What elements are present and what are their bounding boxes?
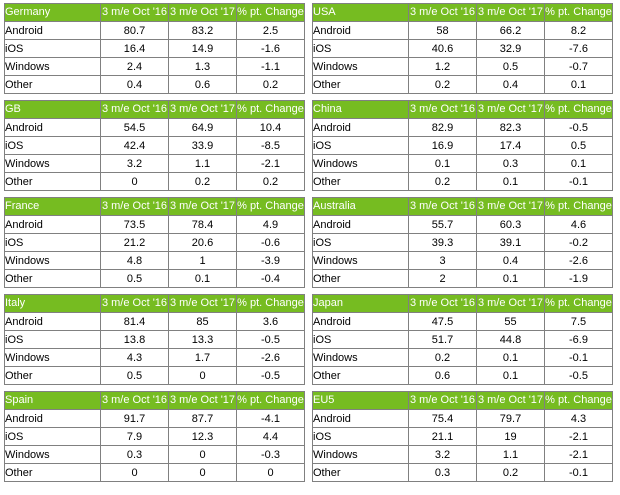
header-change: % pt. Change	[237, 101, 305, 119]
header-period-prev: 3 m/e Oct '16	[101, 101, 169, 119]
value-change: -1.6	[237, 40, 305, 58]
value-curr: 0.1	[477, 367, 545, 385]
table-row	[313, 428, 613, 446]
value-change: 4.3	[545, 410, 613, 428]
header-change: % pt. Change	[237, 198, 305, 216]
value-change: -1.9	[545, 270, 613, 288]
country-table	[4, 100, 305, 191]
table-row	[5, 428, 305, 446]
country-name-header: Germany	[5, 4, 101, 22]
table-row	[5, 76, 305, 94]
table-row	[5, 22, 305, 40]
os-label: iOS	[313, 331, 409, 349]
value-curr: 0.2	[477, 464, 545, 482]
header-period-prev: 3 m/e Oct '16	[101, 198, 169, 216]
value-prev: 16.4	[101, 40, 169, 58]
table-row	[5, 119, 305, 137]
table-row	[313, 22, 613, 40]
value-curr: 85	[169, 313, 237, 331]
os-label: iOS	[313, 234, 409, 252]
value-curr: 33.9	[169, 137, 237, 155]
header-period-prev: 3 m/e Oct '16	[409, 295, 477, 313]
value-curr: 12.3	[169, 428, 237, 446]
header-change: % pt. Change	[237, 4, 305, 22]
value-change: -2.1	[237, 155, 305, 173]
table-row	[313, 331, 613, 349]
value-change: 8.2	[545, 22, 613, 40]
country-name-header: Italy	[5, 295, 101, 313]
value-prev: 0.2	[409, 76, 477, 94]
left-table-column	[4, 3, 304, 495]
value-curr: 44.8	[477, 331, 545, 349]
os-label: Android	[313, 119, 409, 137]
os-label: Windows	[313, 349, 409, 367]
value-change: -2.1	[545, 446, 613, 464]
os-label: Windows	[5, 252, 101, 270]
table-row	[5, 446, 305, 464]
value-curr: 64.9	[169, 119, 237, 137]
value-change: -0.5	[237, 331, 305, 349]
value-curr: 0.4	[477, 252, 545, 270]
os-label: Windows	[5, 446, 101, 464]
table-row	[5, 313, 305, 331]
table-row	[313, 349, 613, 367]
value-prev: 55.7	[409, 216, 477, 234]
country-name-header: Australia	[313, 198, 409, 216]
value-curr: 0.6	[169, 76, 237, 94]
value-prev: 0	[101, 173, 169, 191]
header-period-prev: 3 m/e Oct '16	[101, 392, 169, 410]
value-curr: 19	[477, 428, 545, 446]
os-label: Android	[5, 216, 101, 234]
value-prev: 0.2	[409, 349, 477, 367]
table-row	[5, 234, 305, 252]
os-label: Windows	[5, 155, 101, 173]
country-table	[312, 100, 613, 191]
table-header-row	[313, 392, 613, 410]
value-change: 4.4	[237, 428, 305, 446]
table-row	[313, 252, 613, 270]
os-label: iOS	[5, 331, 101, 349]
os-label: Android	[313, 313, 409, 331]
table-row	[313, 216, 613, 234]
value-change: 0.1	[545, 155, 613, 173]
header-period-prev: 3 m/e Oct '16	[409, 4, 477, 22]
value-curr: 0.1	[477, 349, 545, 367]
country-name-header: China	[313, 101, 409, 119]
value-prev: 2.4	[101, 58, 169, 76]
value-prev: 0	[101, 464, 169, 482]
header-period-curr: 3 m/e Oct '17	[169, 101, 237, 119]
value-curr: 17.4	[477, 137, 545, 155]
right-table-column	[312, 3, 612, 495]
value-prev: 91.7	[101, 410, 169, 428]
value-prev: 3.2	[101, 155, 169, 173]
table-row	[5, 40, 305, 58]
header-period-curr: 3 m/e Oct '17	[477, 392, 545, 410]
value-curr: 79.7	[477, 410, 545, 428]
value-prev: 58	[409, 22, 477, 40]
table-row	[5, 349, 305, 367]
value-change: -0.5	[545, 119, 613, 137]
value-change: 2.5	[237, 22, 305, 40]
header-period-curr: 3 m/e Oct '17	[477, 295, 545, 313]
os-label: iOS	[5, 137, 101, 155]
table-row	[313, 155, 613, 173]
header-change: % pt. Change	[545, 392, 613, 410]
country-name-header: GB	[5, 101, 101, 119]
value-change: 0.2	[237, 173, 305, 191]
value-prev: 73.5	[101, 216, 169, 234]
value-curr: 1	[169, 252, 237, 270]
table-row	[313, 173, 613, 191]
header-period-curr: 3 m/e Oct '17	[169, 198, 237, 216]
value-prev: 81.4	[101, 313, 169, 331]
country-name-header: EU5	[313, 392, 409, 410]
value-curr: 20.6	[169, 234, 237, 252]
table-row	[5, 137, 305, 155]
value-prev: 0.1	[409, 155, 477, 173]
value-change: 7.5	[545, 313, 613, 331]
country-table	[4, 294, 305, 385]
table-row	[313, 234, 613, 252]
header-change: % pt. Change	[545, 101, 613, 119]
value-change: 3.6	[237, 313, 305, 331]
table-header-row	[313, 4, 613, 22]
value-change: -0.2	[545, 234, 613, 252]
value-change: -0.6	[237, 234, 305, 252]
value-prev: 47.5	[409, 313, 477, 331]
os-label: Other	[5, 367, 101, 385]
country-table	[312, 391, 613, 482]
os-label: Android	[313, 410, 409, 428]
value-curr: 0.2	[169, 173, 237, 191]
header-period-curr: 3 m/e Oct '17	[169, 392, 237, 410]
value-prev: 54.5	[101, 119, 169, 137]
table-row	[313, 446, 613, 464]
value-change: 0.1	[545, 76, 613, 94]
table-row	[313, 119, 613, 137]
value-prev: 3	[409, 252, 477, 270]
value-change: -0.4	[237, 270, 305, 288]
value-curr: 83.2	[169, 22, 237, 40]
country-table	[4, 3, 305, 94]
value-curr: 55	[477, 313, 545, 331]
value-change: -0.5	[237, 367, 305, 385]
header-period-prev: 3 m/e Oct '16	[101, 295, 169, 313]
table-row	[313, 464, 613, 482]
value-prev: 39.3	[409, 234, 477, 252]
value-change: 4.6	[545, 216, 613, 234]
country-name-header: USA	[313, 4, 409, 22]
value-curr: 0.1	[477, 270, 545, 288]
table-row	[313, 367, 613, 385]
os-label: Android	[5, 313, 101, 331]
value-change: -0.1	[545, 349, 613, 367]
value-prev: 3.2	[409, 446, 477, 464]
os-label: Windows	[5, 58, 101, 76]
os-label: Other	[313, 367, 409, 385]
table-row	[313, 40, 613, 58]
header-period-curr: 3 m/e Oct '17	[169, 4, 237, 22]
value-change: -2.6	[237, 349, 305, 367]
value-change: -0.7	[545, 58, 613, 76]
os-label: Windows	[313, 252, 409, 270]
table-row	[313, 313, 613, 331]
table-header-row	[5, 198, 305, 216]
os-label: iOS	[5, 40, 101, 58]
table-row	[5, 216, 305, 234]
os-label: Other	[5, 76, 101, 94]
table-row	[5, 367, 305, 385]
value-prev: 42.4	[101, 137, 169, 155]
country-table	[4, 391, 305, 482]
value-curr: 0.1	[477, 173, 545, 191]
os-label: iOS	[313, 428, 409, 446]
table-row	[5, 270, 305, 288]
header-change: % pt. Change	[545, 198, 613, 216]
os-label: Other	[5, 270, 101, 288]
os-label: Android	[5, 22, 101, 40]
header-change: % pt. Change	[545, 4, 613, 22]
country-table	[312, 3, 613, 94]
os-label: iOS	[5, 234, 101, 252]
header-change: % pt. Change	[545, 295, 613, 313]
country-table	[4, 197, 305, 288]
value-curr: 1.1	[477, 446, 545, 464]
value-curr: 39.1	[477, 234, 545, 252]
value-curr: 14.9	[169, 40, 237, 58]
table-row	[5, 464, 305, 482]
value-change: -2.1	[545, 428, 613, 446]
value-prev: 75.4	[409, 410, 477, 428]
table-row	[5, 410, 305, 428]
header-period-curr: 3 m/e Oct '17	[169, 295, 237, 313]
value-change: 0.2	[237, 76, 305, 94]
country-name-header: Japan	[313, 295, 409, 313]
value-curr: 1.1	[169, 155, 237, 173]
os-label: Windows	[5, 349, 101, 367]
value-change: -1.1	[237, 58, 305, 76]
value-curr: 0.3	[477, 155, 545, 173]
value-curr: 1.7	[169, 349, 237, 367]
value-prev: 0.3	[409, 464, 477, 482]
value-prev: 1.2	[409, 58, 477, 76]
table-row	[313, 270, 613, 288]
table-header-row	[5, 4, 305, 22]
value-prev: 40.6	[409, 40, 477, 58]
value-prev: 0.2	[409, 173, 477, 191]
header-change: % pt. Change	[237, 392, 305, 410]
table-header-row	[5, 392, 305, 410]
os-label: Other	[5, 173, 101, 191]
value-curr: 0.1	[169, 270, 237, 288]
table-row	[5, 252, 305, 270]
header-period-prev: 3 m/e Oct '16	[409, 392, 477, 410]
value-prev: 4.3	[101, 349, 169, 367]
table-header-row	[313, 198, 613, 216]
value-prev: 21.1	[409, 428, 477, 446]
os-label: Android	[5, 410, 101, 428]
value-curr: 13.3	[169, 331, 237, 349]
value-prev: 0.5	[101, 367, 169, 385]
value-change: 0	[237, 464, 305, 482]
value-change: -0.3	[237, 446, 305, 464]
value-curr: 82.3	[477, 119, 545, 137]
value-prev: 4.8	[101, 252, 169, 270]
header-period-prev: 3 m/e Oct '16	[101, 4, 169, 22]
value-curr: 0	[169, 367, 237, 385]
value-curr: 66.2	[477, 22, 545, 40]
value-curr: 0.4	[477, 76, 545, 94]
value-prev: 51.7	[409, 331, 477, 349]
table-header-row	[313, 295, 613, 313]
value-curr: 32.9	[477, 40, 545, 58]
header-period-curr: 3 m/e Oct '17	[477, 198, 545, 216]
os-label: Android	[313, 216, 409, 234]
value-change: -2.6	[545, 252, 613, 270]
value-change: 10.4	[237, 119, 305, 137]
value-prev: 0.5	[101, 270, 169, 288]
value-change: -0.1	[545, 464, 613, 482]
header-period-curr: 3 m/e Oct '17	[477, 4, 545, 22]
os-label: Windows	[313, 446, 409, 464]
value-change: -0.5	[545, 367, 613, 385]
value-change: -7.6	[545, 40, 613, 58]
value-curr: 0.5	[477, 58, 545, 76]
value-curr: 87.7	[169, 410, 237, 428]
value-change: 4.9	[237, 216, 305, 234]
value-prev: 0.4	[101, 76, 169, 94]
value-curr: 0	[169, 464, 237, 482]
value-change: 0.5	[545, 137, 613, 155]
value-prev: 21.2	[101, 234, 169, 252]
value-change: -3.9	[237, 252, 305, 270]
os-label: Windows	[313, 155, 409, 173]
table-row	[5, 173, 305, 191]
country-name-header: Spain	[5, 392, 101, 410]
os-label: Other	[5, 464, 101, 482]
header-period-prev: 3 m/e Oct '16	[409, 198, 477, 216]
header-period-curr: 3 m/e Oct '17	[477, 101, 545, 119]
value-prev: 16.9	[409, 137, 477, 155]
os-label: iOS	[5, 428, 101, 446]
os-label: Windows	[313, 58, 409, 76]
header-period-prev: 3 m/e Oct '16	[409, 101, 477, 119]
os-label: Other	[313, 76, 409, 94]
table-row	[5, 331, 305, 349]
country-table	[312, 294, 613, 385]
value-change: -4.1	[237, 410, 305, 428]
os-label: Other	[313, 464, 409, 482]
table-header-row	[313, 101, 613, 119]
country-name-header: France	[5, 198, 101, 216]
header-change: % pt. Change	[237, 295, 305, 313]
table-row	[313, 137, 613, 155]
value-change: -6.9	[545, 331, 613, 349]
os-label: Other	[313, 173, 409, 191]
value-prev: 2	[409, 270, 477, 288]
table-row	[5, 155, 305, 173]
os-label: Android	[5, 119, 101, 137]
country-table	[312, 197, 613, 288]
table-header-row	[5, 295, 305, 313]
value-prev: 82.9	[409, 119, 477, 137]
table-row	[313, 76, 613, 94]
value-prev: 13.8	[101, 331, 169, 349]
os-label: Other	[313, 270, 409, 288]
value-prev: 80.7	[101, 22, 169, 40]
os-label: iOS	[313, 137, 409, 155]
value-change: -0.1	[545, 173, 613, 191]
table-row	[313, 58, 613, 76]
table-header-row	[5, 101, 305, 119]
value-change: -8.5	[237, 137, 305, 155]
value-curr: 60.3	[477, 216, 545, 234]
value-prev: 0.6	[409, 367, 477, 385]
value-curr: 0	[169, 446, 237, 464]
os-label: Android	[313, 22, 409, 40]
table-row	[313, 410, 613, 428]
table-row	[5, 58, 305, 76]
value-curr: 78.4	[169, 216, 237, 234]
os-label: iOS	[313, 40, 409, 58]
value-curr: 1.3	[169, 58, 237, 76]
value-prev: 0.3	[101, 446, 169, 464]
value-prev: 7.9	[101, 428, 169, 446]
